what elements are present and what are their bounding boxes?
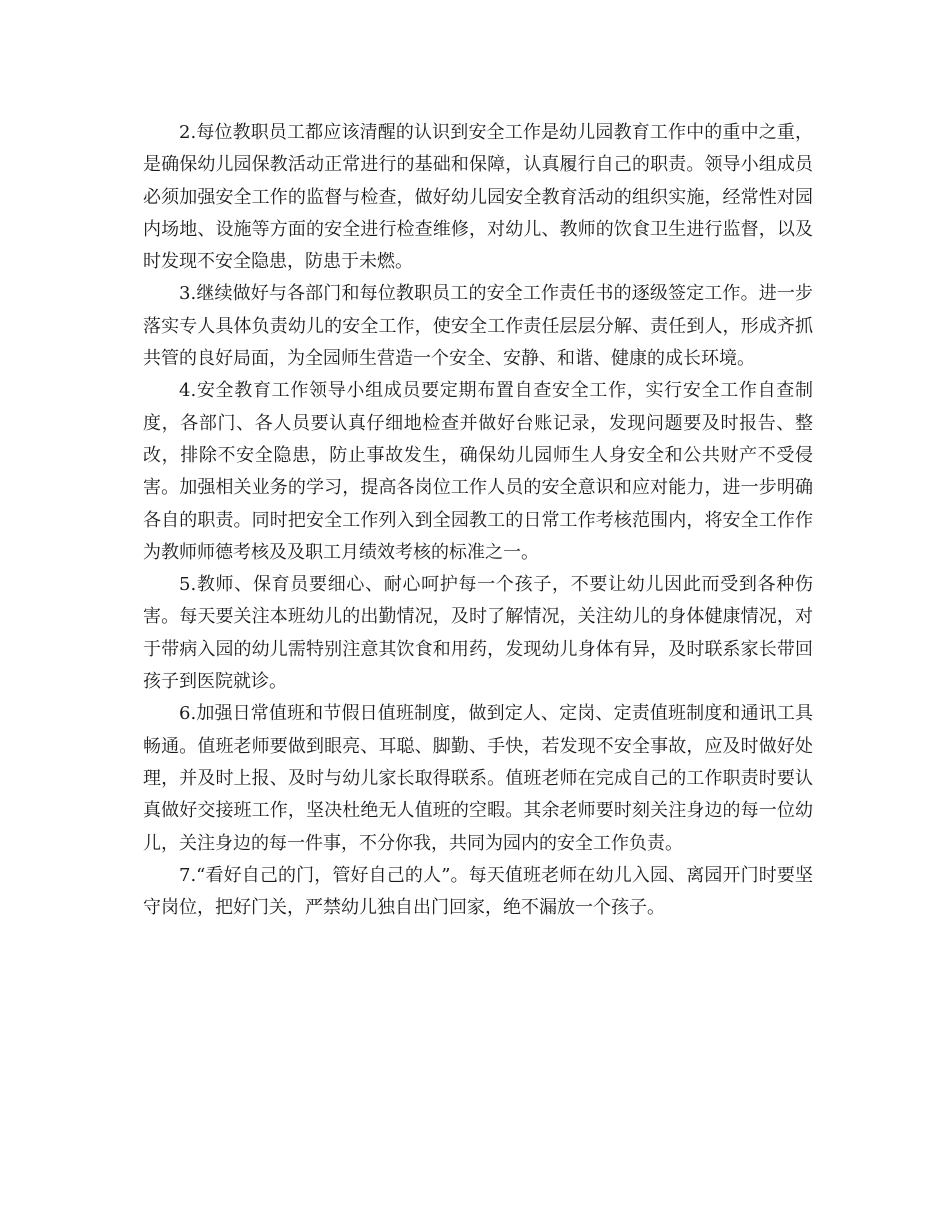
paragraph-item-6: 6.加强日常值班和节假日值班制度，做到定人、定岗、定责值班制度和通讯工具畅通。值班老师要做到眼亮、耳聪、脚勤、手快，若发现不安全事故，应及时做好处理，并及时上报、及时与幼儿家长取得联系。值班老师在完成自己的工作职责时要认真做好交接班工作，坚决杜绝无人值班的空暇。其余老师要时刻关注身边的每一位幼儿，关注身边的每一件事，不分你我，共同为园内的安全工作负责。 (143, 703, 813, 854)
paragraph-item-3: 3.继续做好与各部门和每位教职员工的安全工作责任书的逐级签定工作。进一步落实专人具体负责幼儿的安全工作，使安全工作责任层层分解、责任到人，形成齐抓共管的良好局面，为全园师生营造一个安全、安静、和谐、健康的成长环境。 (143, 283, 813, 370)
paragraph-item-4: 4.安全教育工作领导小组成员要定期布置自查安全工作，实行安全工作自查制度，各部门、各人员要认真仔细地检查并做好台账记录，发现问题要及时报告、整改，排除不安全隐患，防止事故发生，确保幼儿园师生人身安全和公共财产不受侵害。加强相关业务的学习，提高各岗位工作人员的安全意识和应对能力，进一步明确各自的职责。同时把安全工作列入到全园教工的日常工作考核范围内，将安全工作作为教师师德考核及及职工月绩效考核的标准之一。 (143, 380, 813, 563)
paragraph-item-5: 5.教师、保育员要细心、耐心呵护每一个孩子，不要让幼儿因此而受到各种伤害。每天要关注本班幼儿的出勤情况，及时了解情况，关注幼儿的身体健康情况，对于带病入园的幼儿需特别注意其饮食和用药，发现幼儿身体有异，及时联系家长带回孩子到医院就诊。 (143, 574, 813, 693)
paragraph-item-2: 2.每位教职员工都应该清醒的认识到安全工作是幼儿园教育工作中的重中之重，是确保幼儿园保教活动正常进行的基础和保障，认真履行自己的职责。领导小组成员必须加强安全工作的监督与检查，做好幼儿园安全教育活动的组织实施，经常性对园内场地、设施等方面的安全进行检查维修，对幼儿、教师的饮食卫生进行监督，以及时发现不安全隐患，防患于未燃。 (143, 122, 813, 273)
paragraph-item-7: 7.“看好自己的门，管好自己的人”。每天值班老师在幼儿入园、离园开门时要坚守岗位，把好门关，严禁幼儿独自出门回家，绝不漏放一个孩子。 (143, 864, 813, 919)
document-body (143, 117, 813, 924)
